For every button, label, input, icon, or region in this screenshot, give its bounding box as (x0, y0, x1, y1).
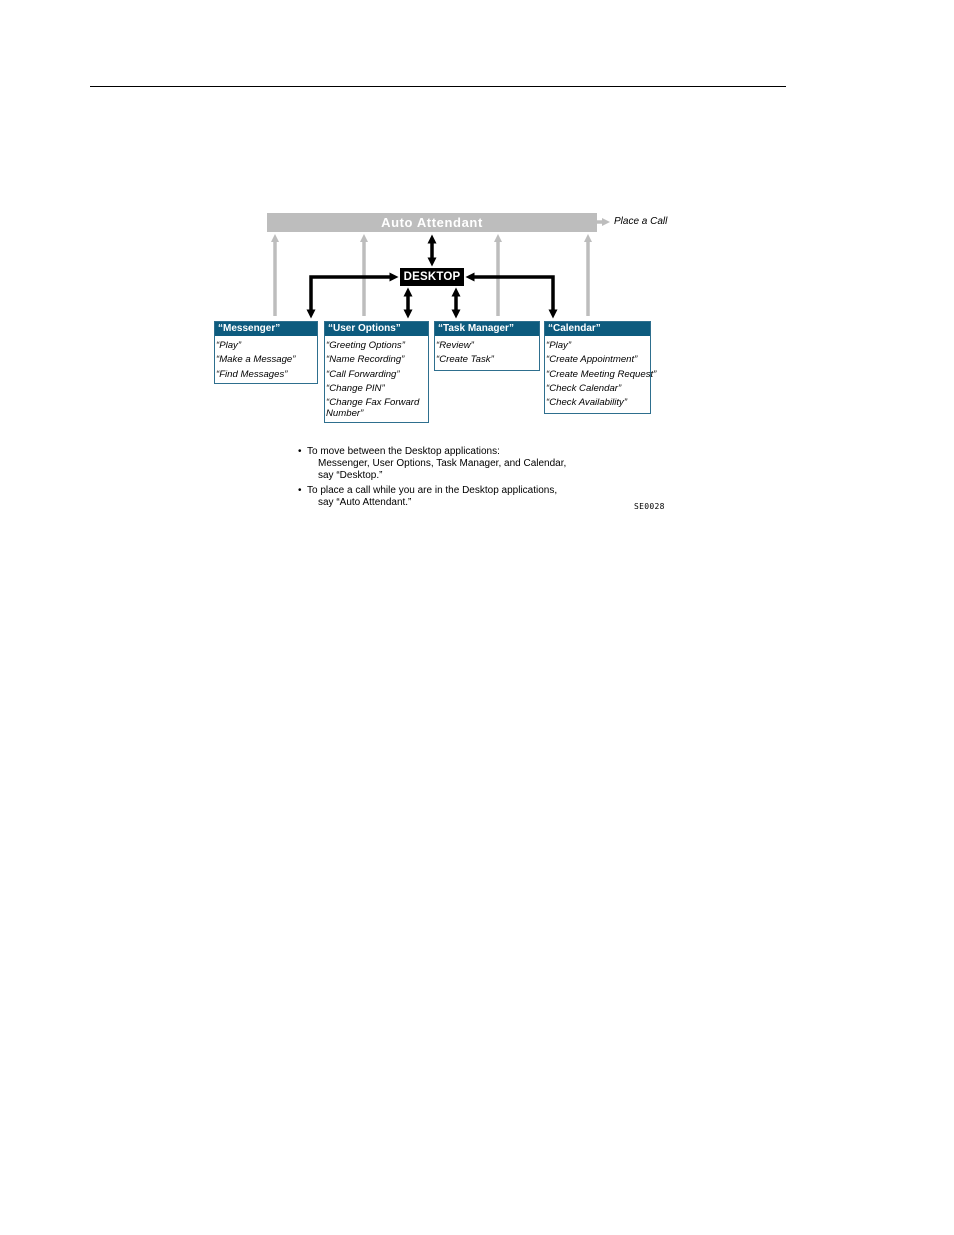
figure-code: SE0028 (634, 502, 665, 511)
list-item: “Name Recording” (326, 354, 405, 366)
bullet-icon: • (298, 484, 302, 496)
note-text: Messenger, User Options, Task Manager, and Calendar, (318, 458, 567, 470)
list-item: “Play” (216, 340, 242, 351)
list-item: “Create Task” (436, 354, 494, 366)
task-manager-title: “Task Manager” (435, 322, 539, 336)
place-a-call-label: Place a Call (614, 216, 668, 227)
list-item: “Check Calendar” (546, 382, 622, 394)
list-item: “Change Fax Forward Number” (326, 397, 420, 419)
auto-attendant-bar: Auto Attendant (267, 213, 597, 232)
diagram-notes (298, 446, 566, 511)
user-options-box (324, 321, 429, 423)
list-item: “Play” (546, 340, 572, 351)
list-item: “Create Appointment” (546, 354, 638, 366)
note-auto-attendant (298, 485, 566, 509)
list-item: “Check Availability” (546, 397, 628, 409)
note-text: say “Auto Attendant.” (318, 496, 412, 508)
note-text: To move between the Desktop applications: (307, 446, 500, 457)
list-item: “Find Messages” (216, 368, 288, 380)
list-item: “Change PIN” (326, 382, 385, 394)
messenger-title: “Messenger” (215, 322, 317, 336)
messenger-box (214, 321, 318, 384)
list-item: “Review” (436, 340, 474, 351)
list-item: “Call Forwarding” (326, 368, 400, 380)
calendar-box (544, 321, 657, 414)
desktop-messenger-arrow (311, 277, 394, 314)
list-item: “Make a Message” (216, 354, 296, 366)
bullet-icon: • (298, 446, 302, 457)
note-text: say “Desktop.” (318, 470, 383, 482)
desktop-node: DESKTOP (400, 268, 464, 286)
note-desktop (298, 446, 566, 483)
note-text: To place a call while you are in the Desktop applications, (307, 484, 558, 496)
desktop-calendar-arrow (470, 277, 553, 314)
user-options-title: “User Options” (325, 322, 428, 336)
list-item: “Greeting Options” (326, 340, 405, 351)
calendar-title: “Calendar” (545, 322, 650, 336)
task-manager-box (434, 321, 540, 371)
list-item: “Create Meeting Request” (546, 368, 657, 380)
